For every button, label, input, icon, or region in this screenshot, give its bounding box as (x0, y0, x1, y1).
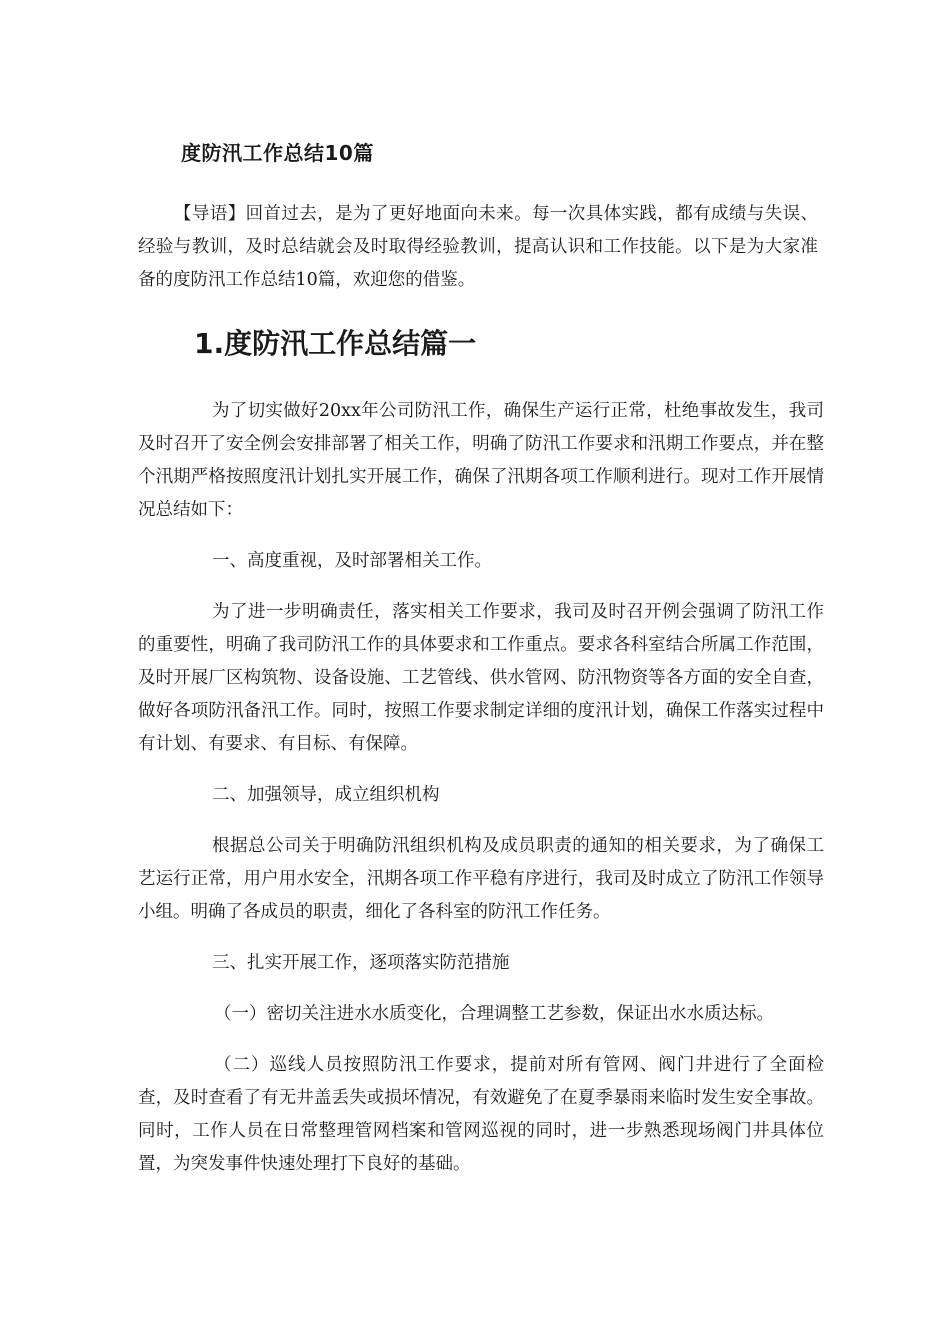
section-body (138, 395, 824, 1199)
body-paragraph: 根据总公司关于明确防汛组织机构及成员职责的通知的相关要求，为了确保工艺运行正常，用户用水安全，汛期各项工作平稳有序进行，我司及时成立了防汛工作领导小组。明确了各成员的职责，细化了各科室的防汛工作任务。 (138, 836, 824, 922)
document-title: 度防汛工作总结10篇 (181, 141, 374, 165)
subheading: 一、高度重视，及时部署相关工作。 (212, 551, 492, 571)
body-paragraph: 为了切实做好20xx年公司防汛工作，确保生产运行正常，杜绝事故发生，我司及时召开了安全例会安排部署了相关工作，明确了防汛工作要求和汛期工作要点，并在整个汛期严格按照度汛计划扎实开展工作，确保了汛期各项工作顺利进行。现对工作开展情况总结如下： (138, 401, 824, 520)
subheading: 三、扎实开展工作，逐项落实防范措施 (212, 953, 510, 973)
subheading: 二、加强领导，成立组织机构 (212, 785, 440, 805)
intro-paragraph: 【导语】回首过去，是为了更好地面向未来。每一次具体实践，都有成绩与失误、经验与教训，及时总结就会及时取得经验教训，提高认识和工作技能。以下是为大家准备的度防汛工作总结10篇，欢迎您的借鉴。 (138, 204, 818, 290)
body-paragraph: 为了进一步明确责任，落实相关工作要求，我司及时召开例会强调了防汛工作的重要性，明确了我司防汛工作的具体要求和工作重点。要求各科室结合所属工作范围，及时开展厂区构筑物、设备设施、工艺管线、供水管网、防汛物资等各方面的安全自查，做好各项防汛备汛工作。同时，按照工作要求制定详细的度汛计划，确保工作落实过程中有计划、有要求、有目标、有保障。 (138, 602, 824, 754)
section-heading: 1.度防汛工作总结篇一 (194, 327, 477, 360)
list-item: （一）密切关注进水水质变化，合理调整工艺参数，保证出水水质达标。 (214, 1004, 774, 1024)
list-item: （二）巡线人员按照防汛工作要求，提前对所有管网、阀门井进行了全面检查，及时查看了有无井盖丢失或损坏情况，有效避免了在夏季暴雨来临时发生安全事故。同时，工作人员在日常整理管网档案和管网巡视的同时，进一步熟悉现场阀门井具体位置，为突发事件快速处理打下良好的基础。 (138, 1055, 824, 1174)
